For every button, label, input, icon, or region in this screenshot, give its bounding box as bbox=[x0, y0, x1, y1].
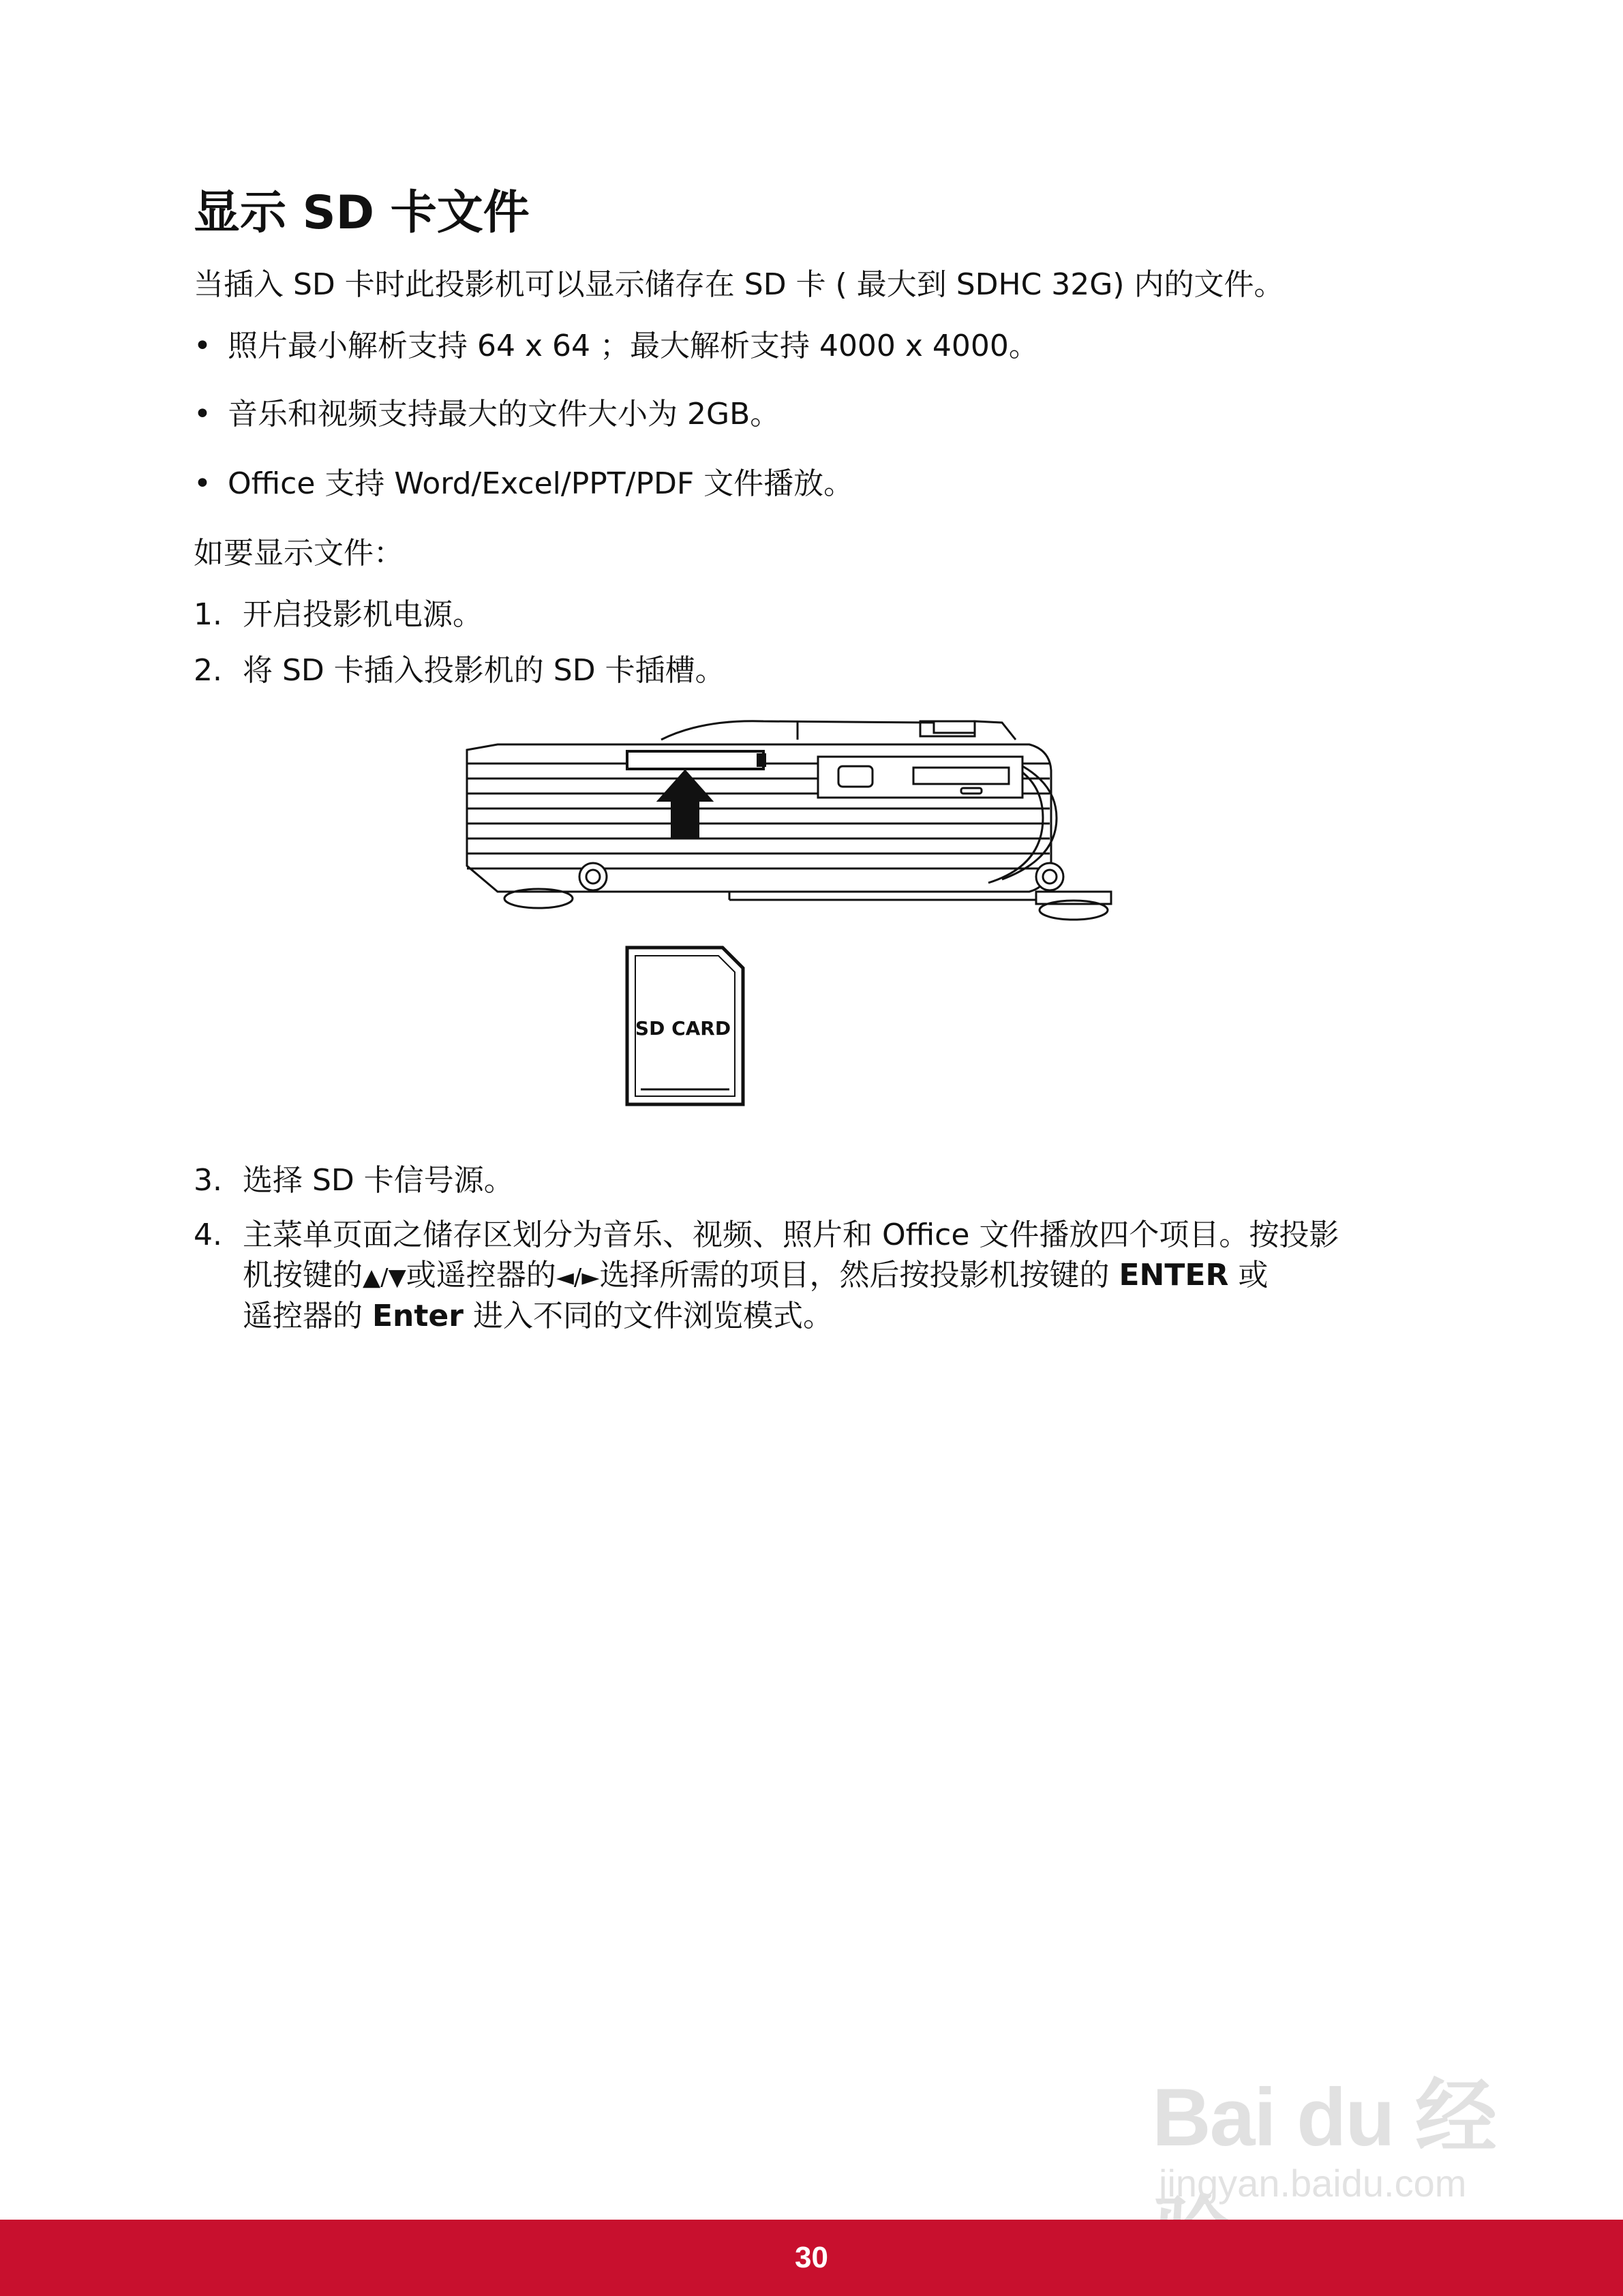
page-footer bbox=[0, 2220, 1623, 2296]
watermark bbox=[1152, 2052, 1534, 2216]
io-panel bbox=[818, 757, 1022, 798]
step-number: 1. bbox=[194, 597, 222, 632]
insert-arrow-icon bbox=[658, 770, 712, 839]
step-number: 2. bbox=[194, 653, 222, 688]
bullet-dot: • bbox=[194, 466, 211, 501]
bullet-dot: • bbox=[194, 397, 211, 432]
step-segment: 机按键的 bbox=[243, 1258, 363, 1293]
left-right-arrow-icon: ◄/► bbox=[556, 1264, 600, 1292]
sd-card-slot bbox=[627, 751, 763, 769]
remote-enter-label: Enter bbox=[372, 1298, 464, 1333]
bullet-text: Office 支持 Word/Excel/PPT/PDF 文件播放。 bbox=[228, 466, 854, 501]
step-line bbox=[243, 1255, 1511, 1295]
watermark-logo: Bai du 经 bbox=[1152, 2072, 1496, 2163]
step-segment: 进入不同的文件浏览模式。 bbox=[472, 1298, 833, 1333]
projector-body bbox=[467, 721, 1111, 920]
bullet-text: 照片最小解析支持 64 x 64 ；最大解析支持 4000 x 4000。 bbox=[228, 329, 1039, 363]
step-segment: 选择所需的项目，然后按投影机按键的 bbox=[599, 1258, 1110, 1293]
step-line bbox=[243, 1296, 1511, 1336]
how-to-label: 如要显示文件： bbox=[194, 536, 404, 571]
sd-card-label: SD CARD bbox=[635, 1017, 731, 1040]
step-text: 将 SD 卡插入投影机的 SD 卡插槽。 bbox=[243, 653, 725, 688]
bullet-item bbox=[194, 466, 853, 502]
step-segment: 或遥控器的 bbox=[406, 1258, 556, 1293]
step-segment: 或 bbox=[1238, 1258, 1269, 1293]
sd-card bbox=[627, 948, 743, 1104]
enter-key-label: ENTER bbox=[1119, 1258, 1229, 1293]
step-number: 4. bbox=[194, 1218, 222, 1252]
bullet-dot: • bbox=[194, 329, 211, 363]
page-number: 30 bbox=[795, 2241, 828, 2274]
up-down-arrow-icon: ▲/▼ bbox=[363, 1264, 406, 1292]
step-text: 开启投影机电源。 bbox=[243, 597, 483, 632]
watermark-url: jingyan.baidu.com bbox=[1159, 2162, 1467, 2205]
step-text: 选择 SD 卡信号源。 bbox=[243, 1163, 514, 1198]
page-title: 显示 SD 卡文件 bbox=[194, 186, 530, 240]
projector-sd-card-illustration bbox=[457, 716, 1166, 1125]
bullet-item bbox=[194, 397, 780, 433]
bullet-text: 音乐和视频支持最大的文件大小为 2GB。 bbox=[228, 397, 780, 432]
step-number: 3. bbox=[194, 1163, 222, 1198]
bullet-item bbox=[194, 329, 1039, 365]
step-line: 主菜单页面之储存区划分为音乐、视频、照片和 Office 文件播放四个项目。按投影 bbox=[243, 1218, 1339, 1252]
step-text bbox=[243, 1215, 1511, 1336]
screw bbox=[579, 863, 1063, 890]
intro-paragraph: 当插入 SD 卡时此投影机可以显示储存在 SD 卡 ( 最大到 SDHC 32G) 内的文件。 bbox=[194, 267, 1284, 302]
step-segment: 遥控器的 bbox=[243, 1298, 363, 1333]
